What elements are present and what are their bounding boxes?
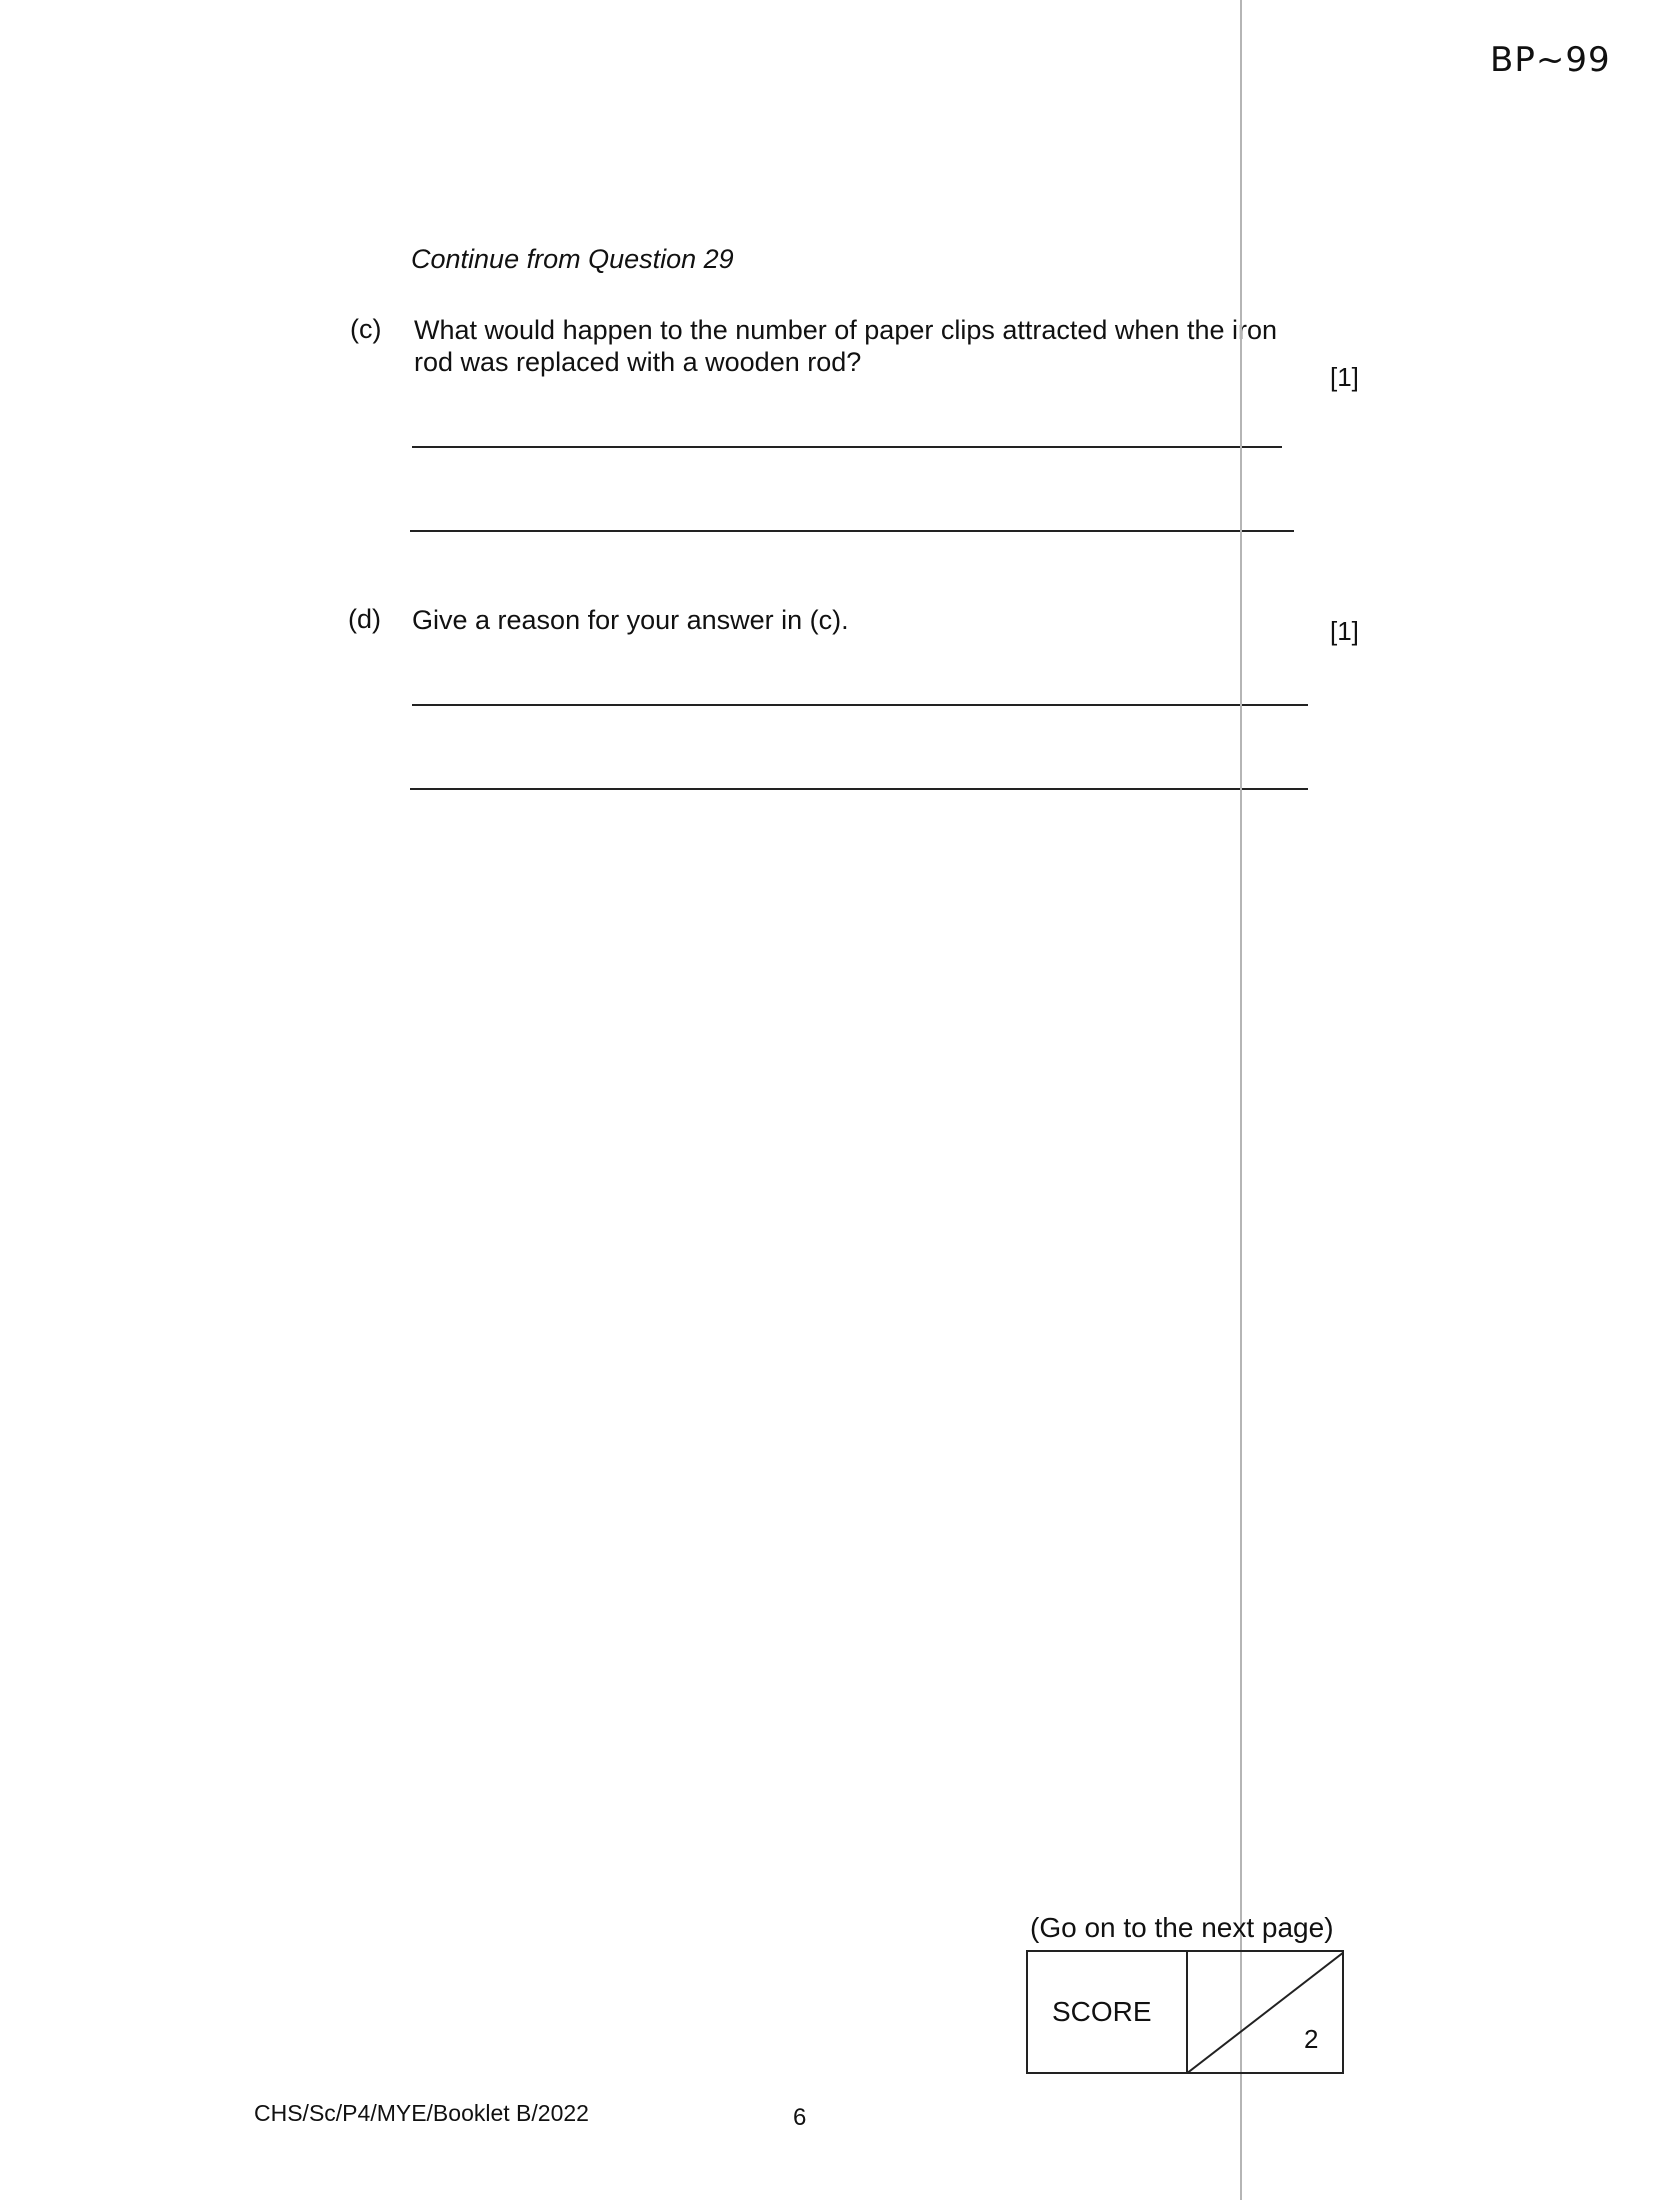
question-c-text: What would happen to the number of paper clips attracted when the iron rod was replaced with a wooden rod?	[414, 315, 1278, 377]
score-max: 2	[1304, 2024, 1319, 2054]
page-code: BP~99	[1490, 40, 1611, 80]
question-d-label: (d)	[348, 604, 381, 634]
continue-note: Continue from Question 29	[411, 244, 734, 274]
answer-line-d-1[interactable]	[412, 704, 1308, 706]
question-d-text: Give a reason for your answer in (c).	[412, 605, 849, 635]
go-on-note: (Go on to the next page)	[1030, 1912, 1334, 1943]
answer-line-c-2[interactable]	[410, 530, 1294, 532]
question-d-marks: [1]	[1330, 616, 1359, 646]
score-box	[1026, 1950, 1344, 2074]
score-diagonal	[1186, 1952, 1344, 2074]
scan-fold-line	[1240, 0, 1242, 2200]
question-c-marks: [1]	[1330, 362, 1359, 392]
page-number: 6	[793, 2104, 807, 2131]
question-c-label: (c)	[350, 314, 382, 344]
answer-line-c-1[interactable]	[412, 446, 1282, 448]
score-label: SCORE	[1052, 1996, 1152, 2027]
booklet-ref: CHS/Sc/P4/MYE/Booklet B/2022	[254, 2100, 589, 2126]
answer-line-d-2[interactable]	[410, 788, 1308, 790]
